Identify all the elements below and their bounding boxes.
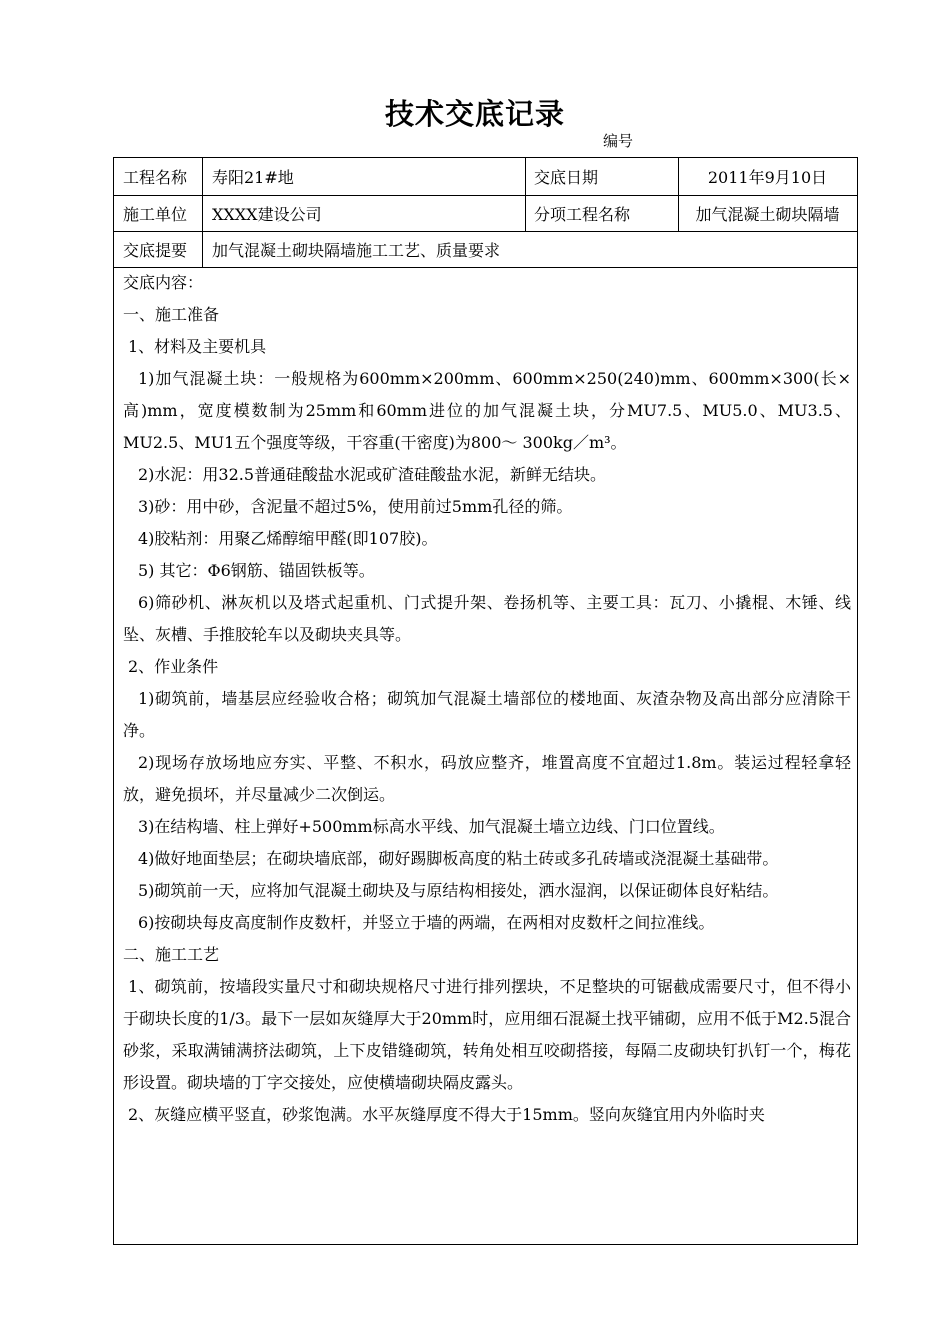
section-1-title: 一、施工准备 (123, 305, 220, 324)
construction-unit-value: XXXX建设公司 (212, 204, 322, 224)
sub-project-label: 分项工程名称 (534, 204, 631, 224)
disclosure-record-table (113, 157, 858, 1245)
content-heading: 交底内容： (123, 273, 204, 292)
construction-unit-label: 施工单位 (123, 204, 188, 224)
document-title: 技术交底记录 (384, 97, 565, 131)
material-item-4: 4)胶粘剂：用聚乙烯醇缩甲醛(即107胶)。 (138, 529, 438, 548)
sub-project-value: 加气混凝土砌块隔墙 (695, 204, 840, 224)
doc-number-label: 编号 (603, 132, 634, 150)
disclosure-date-value: 2011年9月10日 (707, 168, 828, 187)
disclosure-date-label: 交底日期 (534, 168, 599, 187)
material-item-3: 3)砂：用中砂，含泥量不超过5%，使用前过5mm孔径的筛。 (138, 497, 573, 516)
condition-item-3: 3)在结构墙、柱上弹好+500mm标高水平线、加气混凝土墙立边线、门口位置线。 (138, 817, 725, 836)
condition-item-5: 5)砌筑前一天，应将加气混凝土砌块及与原结构相接处，洒水湿润，以保证砌体良好粘结。 (138, 881, 779, 900)
summary-value: 加气混凝土砌块隔墙施工工艺、质量要求 (212, 240, 501, 260)
condition-item-4: 4)做好地面垫层；在砌块墙底部，砌好踢脚板高度的粘土砖或多孔砖墙或浇混凝土基础带。 (138, 849, 779, 868)
subsection-2-title: 2、作业条件 (128, 657, 219, 676)
material-item-1: 1)加气混凝土块：一般规格为600mm×200mm、600mm×250(240)mm、600mm×300(长×高)mm，宽度模数制为25mm和60mm进位的加气混凝土块，分MU7.5、MU5.0、MU3.5、MU2.5、MU1五个强度等级，干容重(干密度)为800～ 300kg／m³。 (123, 369, 851, 452)
process-item-1: 1、砌筑前，按墙段实量尺寸和砌块规格尺寸进行排列摆块，不足整块的可锯截成需要尺寸，但不得小于砌块长度的1/3。最下一层如灰缝厚大于20mm时，应用细石混凝土找平铺砌，应用不低于M2.5混合砂浆，采取满铺满挤法砌筑，上下皮错缝砌筑，转角处相互咬砌搭接，每隔二皮砌块钉扒钉一个，梅花形设置。砌块墙的丁字交接处，应使横墙砌块隔皮露头。 (123, 977, 851, 1092)
header-row-1 (114, 158, 857, 196)
material-item-5: 5) 其它：Φ6钢筋、锚固铁板等。 (138, 561, 375, 580)
header-row-2 (114, 195, 857, 232)
project-name-label: 工程名称 (123, 168, 188, 187)
project-name-value: 寿阳21#地 (212, 168, 294, 187)
header-row-3 (114, 231, 857, 268)
material-item-2: 2)水泥：用32.5普通硅酸盐水泥或矿渣硅酸盐水泥，新鲜无结块。 (138, 465, 607, 484)
material-item-6: 6)筛砂机、淋灰机以及塔式起重机、门式提升架、卷扬机等、主要工具：瓦刀、小撬棍、木锤、线坠、灰槽、手推胶轮车以及砌块夹具等。 (123, 593, 851, 644)
condition-item-6: 6)按砌块每皮高度制作皮数杆，并竖立于墙的两端，在两相对皮数杆之间拉准线。 (138, 913, 715, 932)
condition-item-1: 1)砌筑前，墙基层应经验收合格；砌筑加气混凝土墙部位的楼地面、灰渣杂物及高出部分应清除干净。 (123, 689, 851, 740)
condition-item-2: 2)现场存放场地应夯实、平整、不积水，码放应整齐，堆置高度不宜超过1.8m。装运过程轻拿轻放，避免损坏，并尽量减少二次倒运。 (123, 753, 851, 804)
summary-label: 交底提要 (123, 240, 188, 260)
subsection-1-title: 1、材料及主要机具 (128, 337, 267, 356)
disclosure-content (123, 267, 851, 1131)
section-2-title: 二、施工工艺 (123, 945, 220, 964)
process-item-2: 2、灰缝应横平竖直，砂浆饱满。水平灰缝厚度不得大于15mm。竖向灰缝宜用内外临时夹 (128, 1105, 765, 1124)
